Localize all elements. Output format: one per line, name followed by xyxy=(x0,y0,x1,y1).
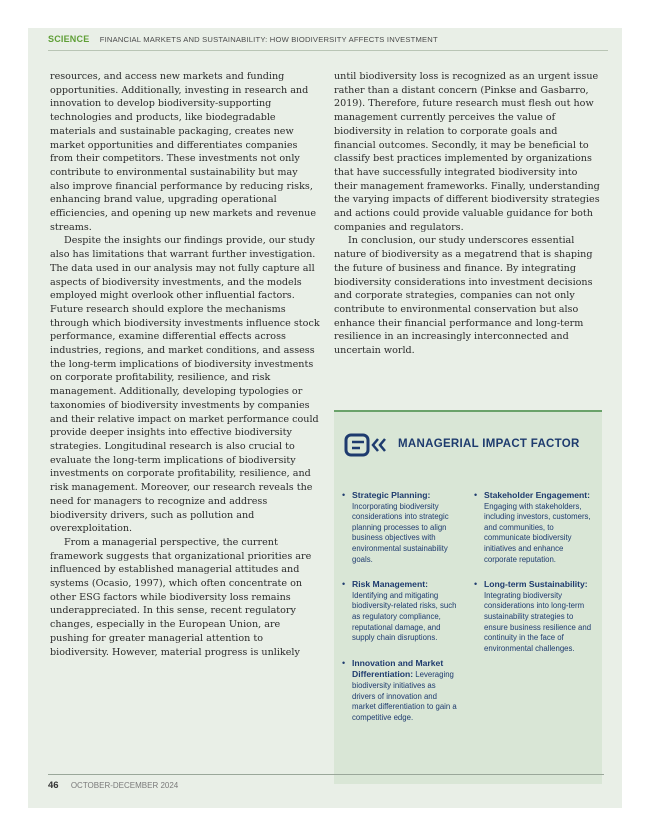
footer-divider xyxy=(48,774,604,775)
page xyxy=(28,28,622,808)
item-colon: : xyxy=(425,579,428,590)
section-label: SCIENCE xyxy=(48,34,90,44)
page-footer xyxy=(48,780,178,791)
list-item xyxy=(342,490,460,565)
item-colon: : xyxy=(587,490,591,500)
item-term: Stakeholder Engagement xyxy=(484,490,588,500)
bullet-icon: • xyxy=(474,490,478,500)
paragraph: Despite the insights our findings provide, our study also has limitations that warrant further investigation. The data used in our analysis may not fully capture all aspects of biodiversity investments, and the models employed might overlook other influential factors. Future research should explore the mechanisms through which biodiversity investments influence stock performance, examine differential effects across industries, regions, and market conditions, and assess the long-term implications of biodiversity investments on corporate profitability, resilience, and risk management. Additionally, developing typologies or taxonomies of biodiversity investments by companies and their relative impact on market performance could provide deeper insights into effective biodiversity strategies. Longitudinal research is also crucial to evaluate the long-term implications of biodiversity investments on corporate profitability, resilience, and risk management. Moreover, our research reveals the need for managers to recognize and address biodiversity drivers, such as pollution and overexploitation. xyxy=(50,235,320,535)
box-header xyxy=(344,430,594,460)
bullet-icon: • xyxy=(474,579,478,590)
running-header xyxy=(48,34,608,51)
page-number: 46 xyxy=(48,780,59,791)
item-colon: : xyxy=(427,490,431,500)
list-item xyxy=(474,490,592,565)
list-item xyxy=(342,658,460,724)
bullet-icon: • xyxy=(342,579,346,590)
brain-quote-icon xyxy=(344,432,390,458)
issue-date: OCTOBER-DECEMBER 2024 xyxy=(70,781,179,790)
box-column-left xyxy=(342,490,460,737)
list-item xyxy=(342,579,460,644)
box-column-right xyxy=(474,490,592,668)
list-item xyxy=(474,579,592,654)
item-colon: : xyxy=(584,579,588,590)
item-term: Risk Management xyxy=(352,579,426,590)
paragraph: until biodiversity loss is recognized as an urgent issue rather than a distant concern (Pinkse and Gasbarro, 2019). Therefore, future research must flesh out how management currently perceives the value of biodiversity in relation to corporate goals and financial outcomes. Secondly, it may be beneficial to classify best practices implemented by organizations that have successfully integrated biodiversity into their management frameworks. Finally, understanding the varying impacts of different biodiversity strategies and actions could provide valuable guidance for both companies and regulators. xyxy=(334,71,600,233)
item-text: Integrating biodiversity considerations into long-term sustainability strategies to ensure business resilience and continuity in the face of environmental challenges. xyxy=(484,590,592,653)
item-text: Incorporating biodiversity considerations into strategic planning processes to align business objectives with environmental sustainability goals. xyxy=(352,501,449,564)
managerial-impact-box xyxy=(334,410,602,784)
item-term: Long-term Sustainability xyxy=(484,579,585,590)
box-title: MANAGERIAL IMPACT FACTOR xyxy=(398,438,580,450)
paragraph: From a managerial perspective, the current framework suggests that organizational priorities are influenced by established managerial attitudes and systems (Ocasio, 1997), which often concentrate on other ESG factors while biodiversity loss remains underappreciated. In this sense, recent regulatory changes, especially in the European Union, are pushing for greater managerial attention to biodiversity. However, material progress is unlikely xyxy=(50,536,312,658)
item-text: Leveraging biodiversity initiatives as drivers of innovation and market differentiation to gain a competitive edge. xyxy=(352,670,457,722)
right-column xyxy=(334,70,602,358)
item-text: Engaging with stakeholders, including investors, customers, and communities, to communicate biodiversity initiatives and enhance corporate reputation. xyxy=(484,501,591,564)
item-colon: : xyxy=(410,669,414,680)
paragraph: In conclusion, our study underscores essential nature of biodiversity as a megatrend that is shaping the future of business and finance. By integrating biodiversity considerations into investment decisions and corporate strategies, companies can not only contribute to environmental conservation but also enhance their financial performance and long-term resilience in an increasingly interconnected and uncertain world. xyxy=(334,235,593,357)
item-term: Innovation and Market Differentiation xyxy=(352,657,444,680)
left-column xyxy=(50,70,320,659)
item-text: Identifying and mitigating biodiversity-related risks, such as regulatory compliance, reputational damage, and supply chain disruptions. xyxy=(352,590,457,643)
paragraph: resources, and access new markets and funding opportunities. Additionally, investing in research and innovation to develop biodiversity-supporting technologies and products, like biodegradable materials and sustainable packaging, creates new market opportunities and differentiates companies from their competitors. These investments not only contribute to environmental sustainability but may also improve financial performance by reducing risks, enhancing brand value, upgrading operational efficiencies, and opening up new markets and revenue streams. xyxy=(50,71,316,233)
item-term: Strategic Planning xyxy=(352,490,428,500)
bullet-icon: • xyxy=(342,657,346,668)
running-title: FINANCIAL MARKETS AND SUSTAINABILITY: HOW BIODIVERSITY AFFECTS INVESTMENT xyxy=(99,35,438,44)
bullet-icon: • xyxy=(342,490,346,500)
